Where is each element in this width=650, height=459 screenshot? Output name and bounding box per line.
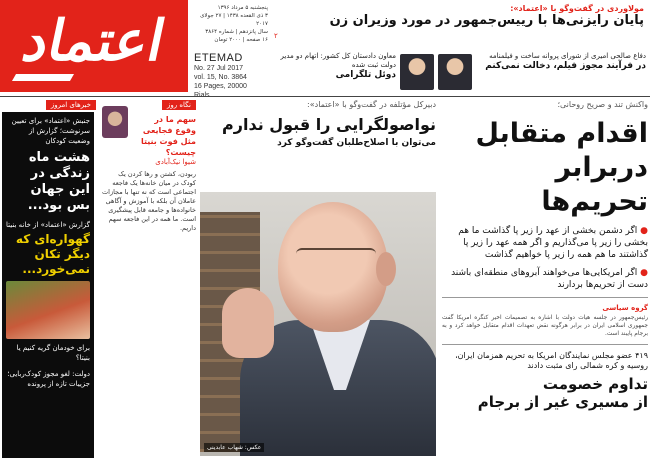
story-film-kicker: دفاع صالحی امیری از شورای پروانه ساخت و فیلمنامه: [489, 52, 646, 60]
date-line: ۱۶ صفحه | ۲۰۰۰ تومان: [214, 37, 268, 43]
bottom-headline-2[interactable]: از مسیری غیر از برجام: [477, 393, 648, 411]
bullet-dot: ●: [640, 268, 648, 278]
column-divider: [442, 344, 648, 345]
top-story-kicker: مولاوردی در گفت‌وگو با «اعتماد»:: [510, 4, 644, 13]
lead-headline[interactable]: اقدام متقابل دربرابر تحریم‌ها: [475, 118, 648, 217]
list-item[interactable]: گزارش «اعتماد» از خانه بنیتا: [6, 221, 90, 229]
bottom-kicker: ۴۱۹ عضو مجلس نمایندگان امریکا به تحریم همزمان ایران، روسیه و کره شمالی رای مثبت دادند: [455, 351, 648, 370]
top-story[interactable]: [270, 2, 648, 50]
photo-credit: عکس: شهاب عابدینی: [204, 443, 264, 452]
bottom-headline-1[interactable]: تداوم خصومت: [542, 375, 648, 393]
author-name: شیوا نیک‌آبادی: [155, 158, 196, 166]
middle-column: [100, 100, 198, 459]
list-item[interactable]: برای خودمان گریه کنیم یا بنیتا؟: [16, 344, 90, 362]
list-item[interactable]: جنبش «اعتماد» برای تعیین سرنوشت؛ گزارش از وضعیت کودکان: [11, 117, 90, 145]
story-telegram-kicker: معاون دادستان کل کشور: اتهام دو مدیر دولت ثبت شده: [280, 52, 396, 69]
lead-bullet: [442, 225, 648, 261]
list-item[interactable]: گهواره‌ای که دیگر تکان نمی‌خورد...: [15, 232, 90, 276]
page-number: ۲: [274, 32, 278, 40]
official-photo-1: [400, 54, 434, 90]
figure-brow: [296, 248, 376, 260]
logo-wordmark: اعتماد: [16, 8, 172, 74]
english-title: ETEMAD: [194, 52, 243, 64]
lead-kicker: واکنش تند و صریح روحانی؛: [557, 100, 648, 109]
bullet-text: اگر امریکایی‌ها می‌خواهند آبروهای منطقه‌ای باشند دست از تحریم‌ها بردارند: [451, 268, 648, 290]
top-story-headline[interactable]: پایان رایزنی‌ها با رییس‌جمهور در مورد وزیران زن: [329, 13, 644, 28]
author-photo: [102, 106, 128, 138]
date-line: سال پانزدهم | شماره ۳۸۶۴: [205, 29, 268, 35]
left-column: [0, 100, 96, 459]
masthead-divider: [0, 96, 650, 97]
figure-head: [278, 202, 388, 332]
opinion-headline[interactable]: سهم ما در وقوع فجایعی مثل فوت بنیتا چیست؟: [140, 115, 196, 157]
logo-bar: [12, 74, 74, 81]
list-item[interactable]: دولت: لغو مجوز کودک‌ربایی؛ جزییات تازه از پرونده: [7, 370, 90, 388]
feature-kicker: دبیرکل مؤتلفه در گفت‌وگو با «اعتماد»:: [307, 100, 436, 109]
feature-headline[interactable]: نواصولگرایی را قبول ندارم: [222, 115, 436, 134]
figure-hand: [222, 288, 274, 358]
story-telegram[interactable]: [272, 52, 396, 92]
date-line: پنجشنبه ۵ مرداد ۱۳۹۶: [217, 5, 268, 11]
story-film-title[interactable]: در فرآیند مجوز فیلم، دخالت نمی‌کنم: [485, 61, 646, 71]
logo: [0, 0, 188, 92]
right-column: [442, 100, 648, 459]
date-line: ۳ ذی القعده ۱۴۳۸ | ۲۷ جولای ۲۰۱۷: [200, 13, 268, 27]
secondary-stories: [270, 52, 648, 92]
figure-ear: [376, 252, 396, 286]
section-tag: خبرهای امروز: [46, 100, 96, 110]
story-film[interactable]: [476, 52, 646, 92]
section-tag: نگاه روز: [162, 100, 196, 110]
minister-photo: [438, 54, 472, 90]
interview-photo: [200, 192, 436, 456]
english-line: 16 Pages, 20000: [194, 83, 247, 90]
opinion-block[interactable]: [132, 114, 196, 158]
column-divider: [442, 297, 648, 298]
date-block: [192, 4, 268, 44]
lead-body: رئیس‌جمهور در جلسه هیات دولت با اشاره به تصمیمات اخیر کنگره امریکا گفت جمهوری اسلامی ایران در برابر هرگونه نقض تعهدات اقدام متقابل خواهد کرد و به برجام پایبند است.: [442, 315, 648, 337]
left-column-panel: [2, 112, 94, 458]
child-photo: [6, 281, 90, 339]
bullet-text: اگر دشمن بخشی از عهد را زیر پا گذاشت ما هم بخشی را زیر پا می‌گذاریم و اگر همه عهد را زیر پا گذاشتند ما هم همه را زیر پا خواهیم گذاشت: [458, 226, 648, 260]
english-line: vol. 15, No. 3864: [194, 74, 247, 81]
opinion-body: ربودن، کشتن و رها کردن یک کودک در میان خانه‌ها یک فاجعه اجتماعی است که نه تنها با مجازات عاملان آن بلکه با آموزش و آگاهی خانواده‌ها و جامعه قابل پیشگیری است. ما همه در این فاجعه سهم داریم.: [102, 170, 196, 232]
lead-bullet: [442, 267, 648, 291]
list-item[interactable]: هشت ماه زندگی در این جهان بس بود...: [27, 150, 90, 213]
feature-subhead: می‌توان با اصلاح‌طلبان گفت‌وگو کرد: [277, 138, 436, 148]
english-line: No. 27 Jul 2017: [194, 65, 244, 72]
story-telegram-title[interactable]: دوئل تلگرامی: [335, 70, 396, 80]
section-label: گروه سیاسی: [602, 304, 648, 312]
bullet-dot: ●: [640, 226, 648, 236]
